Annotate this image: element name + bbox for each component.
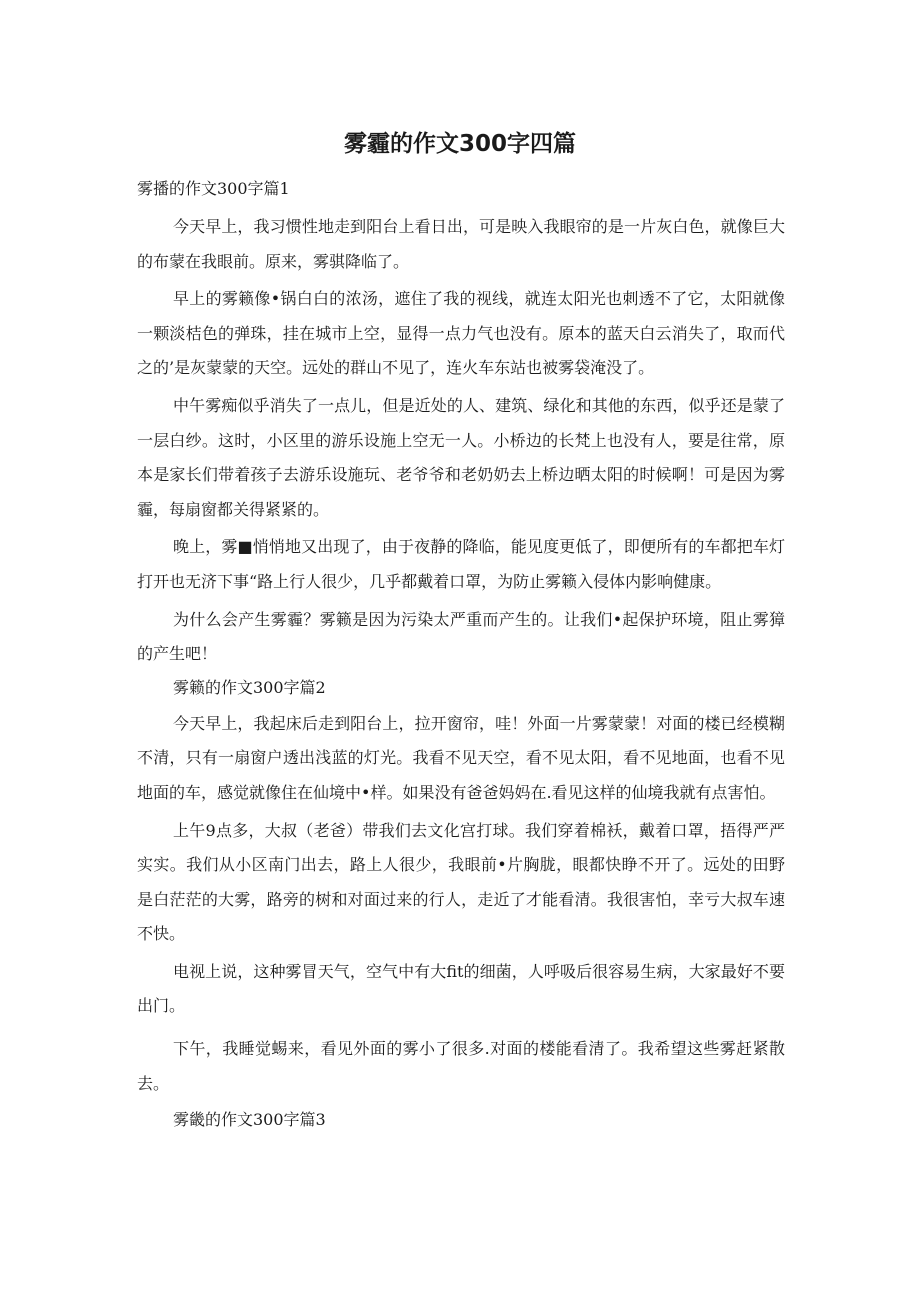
paragraph: 晚上，雾■悄悄地又出现了，由于夜静的降临，能见度更低了，即便所有的车都把车灯打开也无济下事“路上行人很少，几乎都戴着口罩，为防止雾籁入侵体内影响健康。 (137, 537, 785, 591)
paragraph: 今天早上，我起床后走到阳台上，拉开窗帘，哇！外面一片雾蒙蒙！对面的楼已经模糊不清，只有一扇窗户透出浅蓝的灯光。我看不见天空，看不见太阳，看不见地面，也看不见地面的车，感觉就像住在仙境中•样。如果没有爸爸妈妈在.看见这样的仙境我就有点害怕。 (137, 713, 785, 802)
section-heading-1: 雾播的作文300字篇1 (137, 179, 290, 198)
section-heading-3: 雾畿的作文300字篇3 (173, 1110, 326, 1130)
paragraph: 早上的雾籁像•锅白白的浓汤，遮住了我的视线，就连太阳光也刺透不了它，太阳就像一颗淡桔色的弹珠，挂在城市上空，显得一点力气也没有。原本的蓝天白云消失了，取而代之的’是灰蒙蒙的天空。远处的群山不见了，连火车东站也被雾袋淹没了。 (137, 289, 785, 378)
paragraph: 电视上说，这种雾冒天气，空气中有大fit的细菌，人呼吸后很容易生病，大家最好不要出门。 (137, 961, 785, 1016)
paragraph: 今天早上，我习惯性地走到阳台上看日出，可是映入我眼帘的是一片灰白色，就像巨大的布蒙在我眼前。原来，雾骐降临了。 (137, 217, 785, 271)
section-heading-2: 雾籁的作文300字篇2 (173, 677, 326, 697)
paragraph: 为什么会产生雾霾？雾籁是因为污染太严重而产生的。让我们•起保护环境，阻止雾獐的产生吧！ (137, 609, 785, 664)
paragraph: 上午9点多，大叔（老爸）带我们去文化宫打球。我们穿着棉袄，戴着口罩，捂得严严实实。我们从小区南门出去，路上人很少，我眼前•片胸胧，眼都快睁不开了。远处的田野是白茫茫的大雾，路旁的树和对面过来的行人，走近了才能看清。我很害怕，幸亏大叔车速不快。 (137, 820, 785, 944)
document-body (137, 176, 785, 1133)
paragraph: 中午雾痴似乎消失了一点儿，但是近处的人、建筑、绿化和其他的东西，似乎还是蒙了一层白纱。这时，小区里的游乐设施上空无一人。小桥边的长梵上也没有人，要是往常，原本是家长们带着孩子去游乐设施玩、老爷爷和老奶奶去上桥边晒太阳的时候啊！可是因为雾霾，每扇窗都关得紧紧的。 (137, 395, 785, 519)
paragraph: 下午，我睡觉蜴来，看见外面的雾小了很多.对面的楼能看清了。我希望这些雾赶紧散去。 (137, 1039, 785, 1093)
page-title: 雾霾的作文300字四篇 (343, 131, 576, 157)
